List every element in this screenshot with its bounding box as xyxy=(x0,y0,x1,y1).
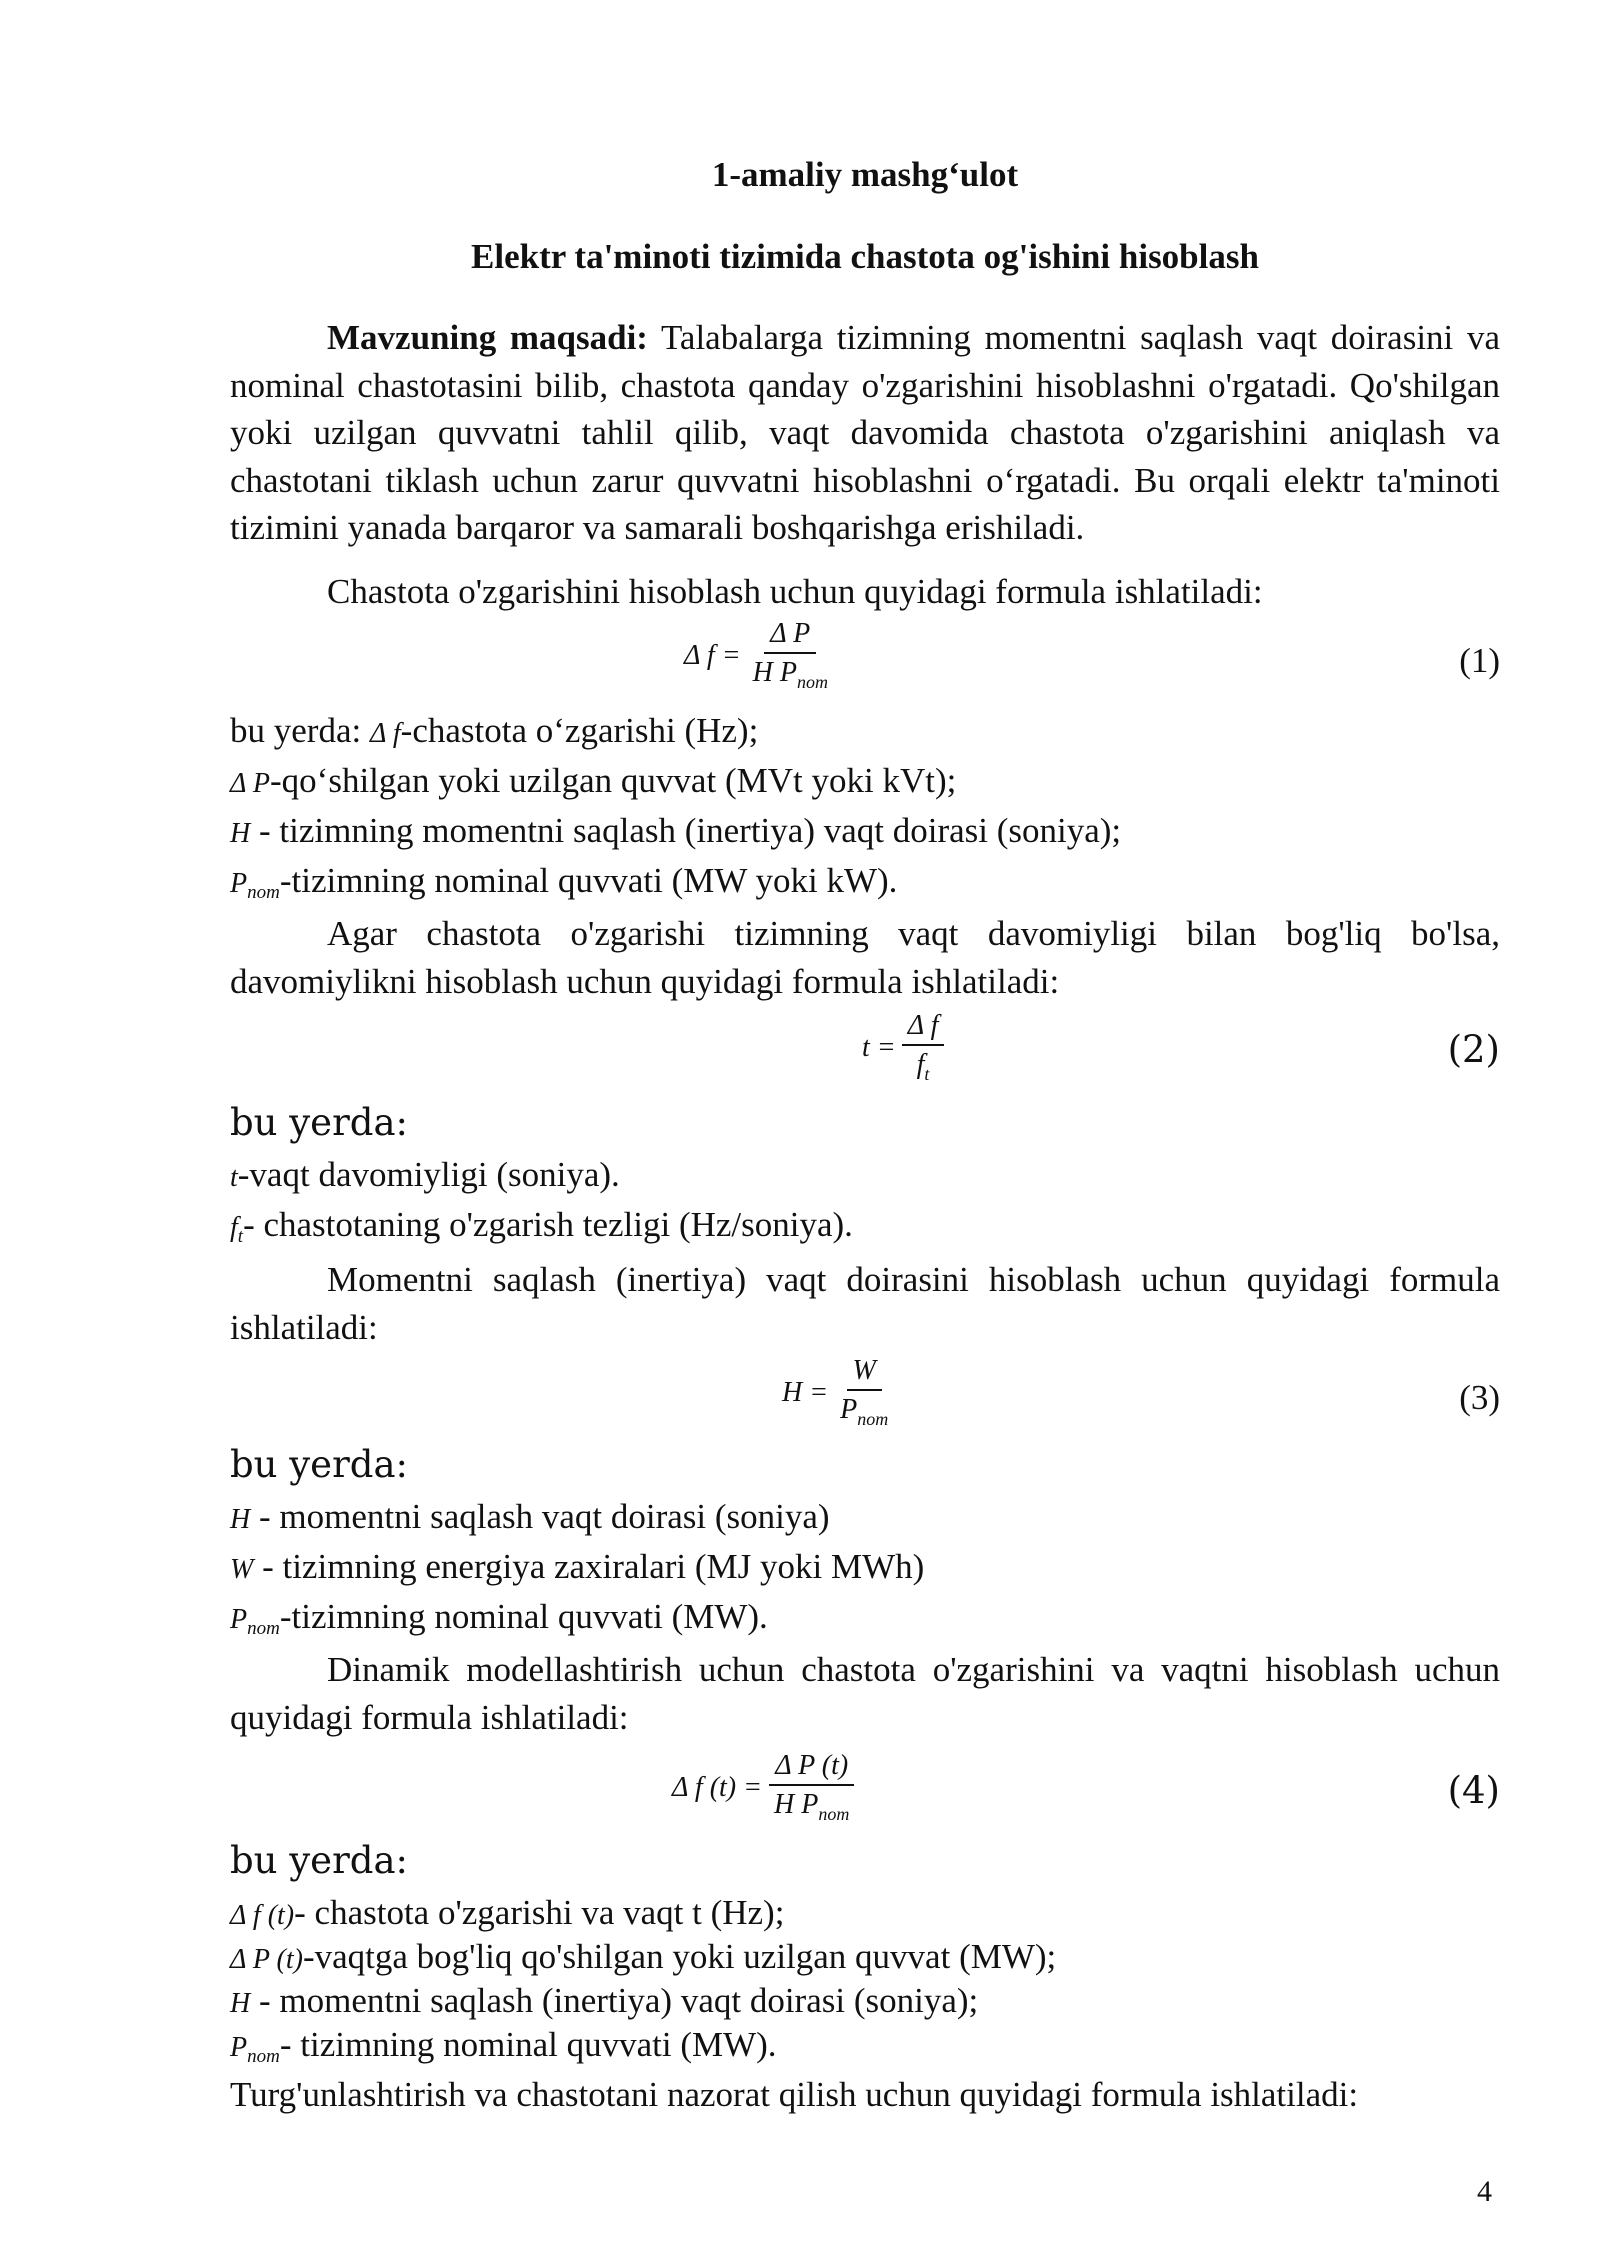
formula-1-fraction xyxy=(747,620,834,691)
bu-yerda-label: bu yerda: xyxy=(230,1101,408,1144)
definition-line xyxy=(230,1544,1500,1593)
formula-1-numerator: Δ P xyxy=(764,620,816,654)
definition-line xyxy=(230,1594,1500,1652)
equation-number-3: (3) xyxy=(1459,1378,1500,1417)
bu-yerda-label: bu yerda: xyxy=(230,1443,408,1486)
equation-number-2: (2) xyxy=(1447,1028,1500,1071)
closing-paragraph: Turg'unlashtirish va chastotani nazorat qilish uchun quyidagi formula ishlatiladi: xyxy=(230,2075,1359,2114)
formula-2 xyxy=(862,1012,944,1083)
symbol-h: H xyxy=(230,1988,251,2019)
formula-4-lhs: Δ f (t) = xyxy=(672,1771,763,1803)
symbol-t: t xyxy=(230,1162,238,1193)
definition-text: -tizimning nominal quvvati (MW yoki kW). xyxy=(279,861,898,900)
definition-line xyxy=(230,808,1500,857)
definition-text: -vaqt davomiyligi (soniya). xyxy=(237,1155,620,1194)
symbol-subscript: nom xyxy=(247,882,280,903)
symbol-h: H xyxy=(230,1504,251,1535)
formula-3-den-sub: nom xyxy=(857,1409,889,1429)
equation-number-4: (4) xyxy=(1447,1769,1500,1812)
definition-text: - chastotaning o'zgarish tezligi (Hz/soniya). xyxy=(243,1205,853,1244)
formula-2-den-sub: t xyxy=(924,1064,930,1084)
formula-2-denominator xyxy=(911,1046,936,1083)
definition-line xyxy=(230,1152,1500,1201)
formula-3-numerator: W xyxy=(847,1357,882,1391)
formula-3-denominator xyxy=(834,1391,894,1428)
definition-text: - chastota o'zgarishi va vaqt t (Hz); xyxy=(294,1893,785,1932)
definition-line xyxy=(230,1202,1500,1260)
definition-text: -vaqtga bog'liq qo'shilgan yoki uzilgan quvvat (MW); xyxy=(302,1937,1057,1976)
symbol-delta-p: Δ P xyxy=(230,768,271,799)
definition-text: -qo‘shilgan yoki uzilgan quvvat (MVt yoki kVt); xyxy=(270,761,957,800)
equation-number-1: (1) xyxy=(1459,641,1500,680)
definition-text: - tizimning nominal quvvati (MW). xyxy=(279,2025,777,2064)
formula-4-den-sub: nom xyxy=(818,1804,850,1824)
symbol-p: P xyxy=(230,2032,248,2063)
formula-3-fraction xyxy=(834,1357,894,1428)
formula-4-fraction xyxy=(768,1752,855,1823)
symbol-subscript: nom xyxy=(247,1618,280,1639)
formula-1-den-sub: nom xyxy=(796,672,828,692)
definition-line xyxy=(230,1934,1500,1983)
formula-2-den-main: f xyxy=(916,1049,925,1080)
formula-4-denominator xyxy=(768,1786,855,1823)
definition-line xyxy=(230,708,1500,757)
section3-lead: Momentni saqlash (inertiya) vaqt doirasini hisoblash uchun quyidagi formula ishlatiladi: xyxy=(230,1260,1500,1347)
intro-paragraph xyxy=(230,314,1500,552)
symbol-w: W xyxy=(230,1554,254,1585)
symbol-p: P xyxy=(230,1604,248,1635)
symbol-f: f xyxy=(230,1212,238,1243)
definition-line xyxy=(230,1978,1500,2027)
symbol-subscript: nom xyxy=(247,2046,280,2067)
symbol-delta-f-t: Δ f (t) xyxy=(230,1900,295,1931)
definition-text: - momentni saqlash (inertiya) vaqt doirasi (soniya); xyxy=(250,1981,979,2020)
formula-1-lhs: Δ f = xyxy=(684,639,741,671)
symbol-p: P xyxy=(230,868,248,899)
bu-yerda-label: bu yerda: xyxy=(230,1839,408,1882)
formula-1-denominator xyxy=(747,654,834,691)
formula-2-lhs: t = xyxy=(862,1031,896,1063)
page-number: 4 xyxy=(1477,2175,1492,2208)
symbol-delta-f: Δ f xyxy=(369,718,401,749)
page-subtitle: Elektr ta'minoti tizimida chastota og'ishini hisoblash xyxy=(471,237,1259,276)
formula-2-fraction xyxy=(902,1012,945,1083)
symbol-delta-p-t: Δ P (t) xyxy=(230,1944,303,1975)
section4-lead: Dinamik modellashtirish uchun chastota o'zgarishini va vaqtni hisoblash uchun quyidagi formula ishlatiladi: xyxy=(230,1650,1500,1737)
definition-line xyxy=(230,758,1500,807)
definition-line xyxy=(230,1494,1500,1543)
definition-text: -tizimning nominal quvvati (MW). xyxy=(279,1597,768,1636)
intro-label: Mavzuning maqsadi: xyxy=(327,318,648,357)
section2-lead: Agar chastota o'zgarishi tizimning vaqt davomiyligi bilan bog'liq bo'lsa, davomiylikni hisoblash uchun quyidagi formula ishlatiladi: xyxy=(230,914,1500,1001)
definition-text: - momentni saqlash vaqt doirasi (soniya) xyxy=(250,1497,830,1536)
formula-1-den-main: H P xyxy=(752,657,797,688)
formula-2-numerator: Δ f xyxy=(902,1012,945,1046)
symbol-h: H xyxy=(230,818,251,849)
definition-prefix: bu yerda: xyxy=(230,711,370,750)
page-title: 1-amaliy mashg‘ulot xyxy=(711,155,1019,194)
definition-line xyxy=(230,858,1500,916)
section1-lead: Chastota o'zgarishini hisoblash uchun quyidagi formula ishlatiladi: xyxy=(327,572,1263,611)
formula-3-lhs: H = xyxy=(782,1376,829,1408)
definition-text: - tizimning momentni saqlash (inertiya) vaqt doirasi (soniya); xyxy=(250,811,1122,850)
formula-4-numerator: Δ P (t) xyxy=(769,1752,854,1786)
formula-1 xyxy=(684,620,834,691)
formula-3-den-main: P xyxy=(840,1394,858,1425)
symbol-subscript: t xyxy=(237,1226,244,1247)
definition-text: -chastota o‘zgarishi (Hz); xyxy=(400,711,759,750)
formula-4 xyxy=(672,1752,855,1823)
definition-text: - tizimning energiya zaxiralari (MJ yoki MWh) xyxy=(253,1547,925,1586)
definition-line xyxy=(230,1890,1500,1939)
intro-text: Talabalarga tizimning momentni saqlash vaqt doirasini va nominal chastotasini bilib, chastota qanday o'zgarishini hisoblashni o'rgatadi. Qo'shilgan yoki uzilgan quvvatni tahlil qilib, vaqt davomida chastota o'zgarishini aniqlash va chastotani tiklash uchun zarur quvvatni hisoblashni o‘rgatadi. Bu orqali elektr ta'minoti tizimini yanada barqaror va samarali boshqarishga erishiladi. xyxy=(230,318,1500,547)
formula-3 xyxy=(782,1357,894,1428)
formula-4-den-main: H P xyxy=(774,1789,819,1820)
